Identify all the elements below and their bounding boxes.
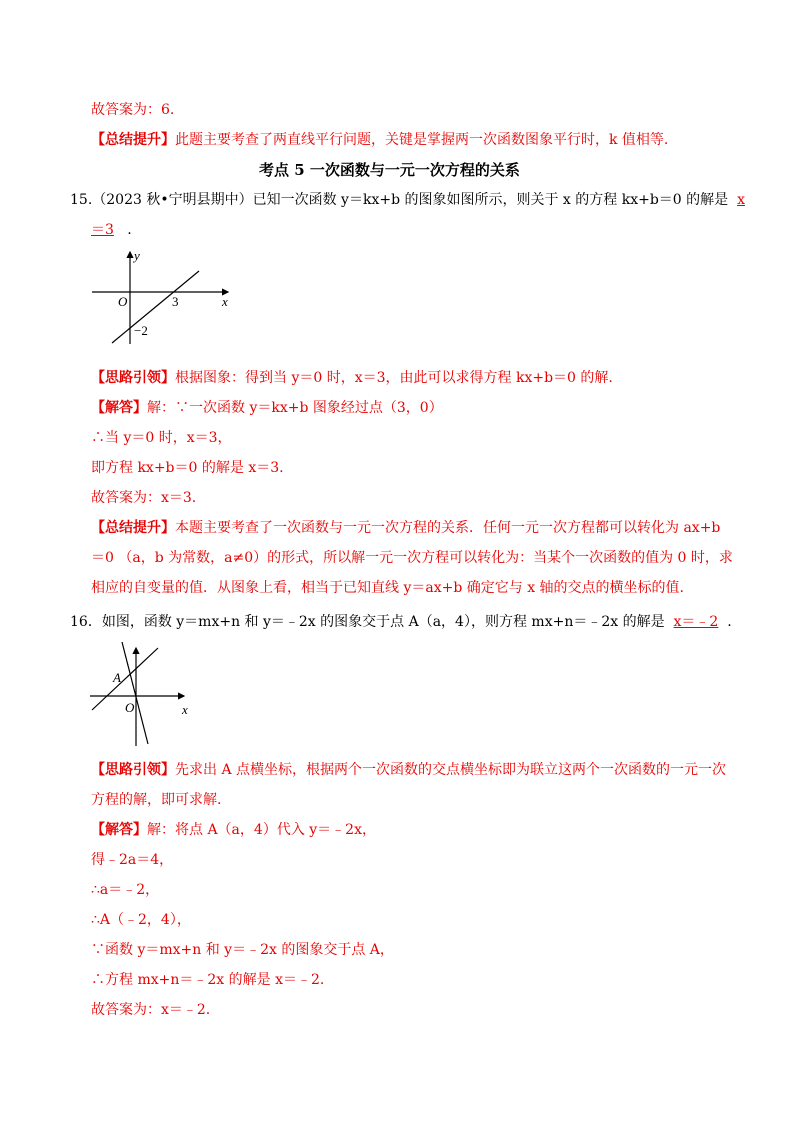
summary-text: 此题主要考查了两直线平行问题，关键是掌握两一次函数图象平行时，k 值相等. [175, 132, 669, 148]
q15-summary-text-1: 本题主要考查了一次函数与一元一次方程的关系．任何一元一次方程都可以转化为 ax+b [175, 520, 721, 536]
q16-hint-text-1: 先求出 A 点横坐标，根据两个一次函数的交点横坐标即为联立这两个一次函数的一元一次 [175, 762, 727, 778]
q15-solution-line-4: 故答案为：x＝3. [91, 490, 197, 506]
q16-answer-blank: x＝﹣2 [673, 614, 719, 630]
q16-hint-line-2: 方程的解，即可求解. [91, 792, 222, 808]
q16-hint-label: 【思路引领】 [91, 762, 175, 778]
x-axis-label: x [222, 294, 228, 309]
q15-hint [91, 368, 613, 388]
origin-label: O [125, 700, 135, 715]
q15-hint-text: 根据图象：得到当 y＝0 时，x＝3，由此可以求得方程 kx+b＝0 的解. [175, 370, 613, 386]
q15-summary-line-2: ＝0 （a，b 为常数，a≠0）的形式，所以解一元一次方程可以转化为：当某个一次函数的值为 0 时，求 [91, 550, 733, 566]
q16-solution-line-7: 故答案为：x＝﹣2. [91, 1002, 211, 1018]
summary-block [91, 130, 668, 150]
q15-end-punct: . [127, 222, 132, 238]
q16-solution-line-5: ∵函数 y＝mx+n 和 y＝﹣2x 的图象交于点 A， [91, 942, 394, 958]
q16-solution-line-4: ∴A（﹣2，4）， [91, 912, 191, 928]
q15-solution-label: 【解答】 [91, 400, 147, 416]
q16-solution-line-1 [91, 820, 376, 840]
section-title: 考点 5 一次函数与一元一次方程的关系 [259, 161, 520, 179]
q16-solution-label: 【解答】 [91, 822, 147, 838]
q16-solution-line-3: ∴a＝﹣2， [91, 882, 160, 898]
question-15-answer-line [91, 220, 132, 240]
summary-label: 【总结提升】 [91, 132, 175, 148]
q15-solution-line-2: ∴当 y＝0 时，x＝3， [91, 430, 232, 446]
q15-stem-text: 15.（2023 秋•宁明县期中）已知一次函数 y＝kx+b 的图象如图所示，则关于 x 的方程 kx+b＝0 的解是 [70, 192, 729, 208]
q15-solution-text-1: 解：∵一次函数 y＝kx+b 图象经过点（3，0） [147, 400, 443, 416]
q15-solution-line-1 [91, 398, 443, 418]
q16-stem-text: 16．如图，函数 y＝mx+n 和 y＝﹣2x 的图象交于点 A（a，4），则方程 mx+n＝﹣2x 的解是 [70, 614, 665, 630]
q16-solution-line-2: 得﹣2a＝4， [91, 852, 174, 868]
x-axis-label: x [182, 702, 188, 717]
question-15-stem [70, 190, 745, 210]
q16-solution-text-1: 解：将点 A（a，4）代入 y＝﹣2x， [147, 822, 376, 838]
q16-graph [86, 640, 196, 750]
q15-graph [86, 248, 246, 348]
q15-hint-label: 【思路引领】 [91, 370, 175, 386]
q16-hint-line-1 [91, 760, 726, 780]
q15-summary-line-1 [91, 518, 720, 538]
origin-label: O [118, 294, 128, 309]
line-y-neg-2x [122, 642, 148, 744]
question-16-stem [70, 612, 732, 632]
q15-summary-label: 【总结提升】 [91, 520, 175, 536]
x-intercept-label: 3 [172, 294, 179, 309]
q15-solution-line-3: 即方程 kx+b＝0 的解是 x＝3. [91, 460, 284, 476]
q16-end-punct: . [727, 614, 732, 630]
q15-answer-blank-1: x [737, 192, 745, 208]
y-axis-label: y [134, 248, 140, 263]
point-a-label: A [113, 670, 121, 685]
y-intercept-label: −2 [134, 323, 148, 338]
q15-summary-line-3: 相应的自变量的值．从图象上看，相当于已知直线 y＝ax+b 确定它与 x 轴的交点的横坐标的值. [91, 580, 684, 596]
q16-solution-line-6: ∴方程 mx+n＝﹣2x 的解是 x＝﹣2. [91, 972, 325, 988]
answer-line: 故答案为：6. [91, 102, 175, 118]
q15-answer-blank-2: ＝3 [91, 222, 114, 238]
